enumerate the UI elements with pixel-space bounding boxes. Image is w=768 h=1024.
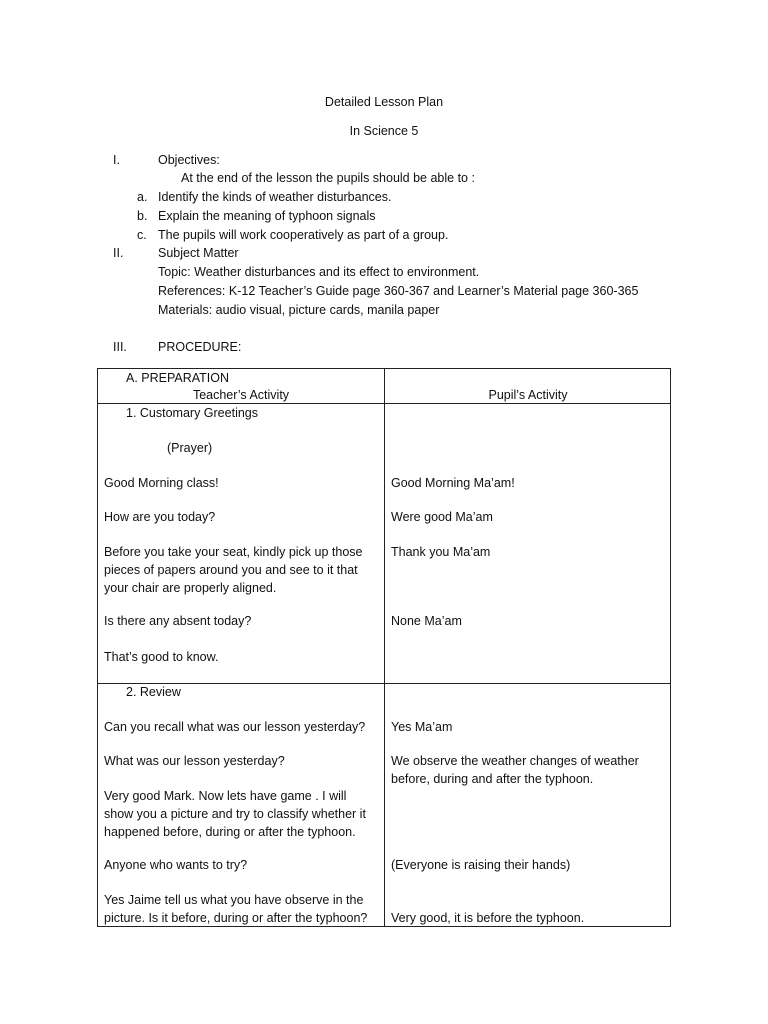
teacher-line: Very good Mark. Now lets have game . I will — [104, 789, 347, 803]
objectives-label: Objectives: — [158, 153, 220, 167]
teacher-line: Is there any absent today? — [104, 614, 252, 628]
teacher-line: How are you today? — [104, 510, 216, 524]
procedure-table — [97, 368, 671, 927]
objective-letter: c. — [137, 228, 147, 242]
pupil-line: Were good Ma’am — [391, 510, 493, 524]
teacher-line: your chair are properly aligned. — [104, 581, 277, 595]
teacher-line: Before you take your seat, kindly pick up those — [104, 545, 363, 559]
objective-item: Identify the kinds of weather disturbances. — [158, 190, 392, 204]
teacher-line: Good Morning class! — [104, 476, 219, 490]
pupil-line: before, during and after the typhoon. — [391, 772, 594, 786]
teacher-activity-header: Teacher’s Activity — [192, 388, 290, 402]
document-title: Detailed Lesson Plan — [324, 95, 444, 109]
pupil-line: Thank you Ma’am — [391, 545, 491, 559]
subject-matter-label: Subject Matter — [158, 246, 239, 260]
teacher-line: Anyone who wants to try? — [104, 858, 248, 872]
pupil-line: Good Morning Ma’am! — [391, 476, 515, 490]
subject-matter-topic: Topic: Weather disturbances and its effect to environment. — [158, 265, 480, 279]
preparation-heading: A. PREPARATION — [126, 371, 230, 385]
review-heading: 2. Review — [126, 685, 181, 699]
pupil-line: Very good, it is before the typhoon. — [391, 911, 585, 925]
subject-matter-materials: Materials: audio visual, picture cards, manila paper — [158, 303, 440, 317]
teacher-line: happened before, during or after the typhoon. — [104, 825, 356, 839]
section-number-objectives: I. — [113, 153, 120, 167]
teacher-line: pieces of papers around you and see to it that — [104, 563, 358, 577]
objectives-intro: At the end of the lesson the pupils should be able to : — [181, 171, 475, 185]
section-number-subject-matter: II. — [113, 246, 124, 260]
objective-letter: b. — [137, 209, 148, 223]
teacher-line: show you a picture and try to classify whether it — [104, 807, 366, 821]
teacher-line: picture. Is it before, during or after the typhoon? — [104, 911, 368, 925]
subject-matter-references: References: K-12 Teacher’s Guide page 360-367 and Learner’s Material page 360-365 — [158, 284, 639, 298]
row-divider — [98, 683, 670, 684]
greetings-heading: 1. Customary Greetings — [126, 406, 258, 420]
pupil-line: None Ma’am — [391, 614, 462, 628]
document-subtitle: In Science 5 — [349, 124, 419, 138]
teacher-line: That’s good to know. — [104, 650, 219, 664]
pupil-line: We observe the weather changes of weather — [391, 754, 639, 768]
pupil-line: Yes Ma’am — [391, 720, 453, 734]
objective-letter: a. — [137, 190, 148, 204]
column-divider — [384, 369, 385, 926]
objective-item: The pupils will work cooperatively as part of a group. — [158, 228, 449, 242]
teacher-line: Yes Jaime tell us what you have observe in the — [104, 893, 364, 907]
pupil-line: (Everyone is raising their hands) — [391, 858, 571, 872]
objective-item: Explain the meaning of typhoon signals — [158, 209, 376, 223]
teacher-line: What was our lesson yesterday? — [104, 754, 285, 768]
teacher-line: Can you recall what was our lesson yesterday? — [104, 720, 366, 734]
section-number-procedure: III. — [113, 340, 127, 354]
prayer-label: (Prayer) — [167, 441, 213, 455]
procedure-label: PROCEDURE: — [158, 340, 242, 354]
pupil-activity-header: Pupil’s Activity — [488, 388, 568, 402]
